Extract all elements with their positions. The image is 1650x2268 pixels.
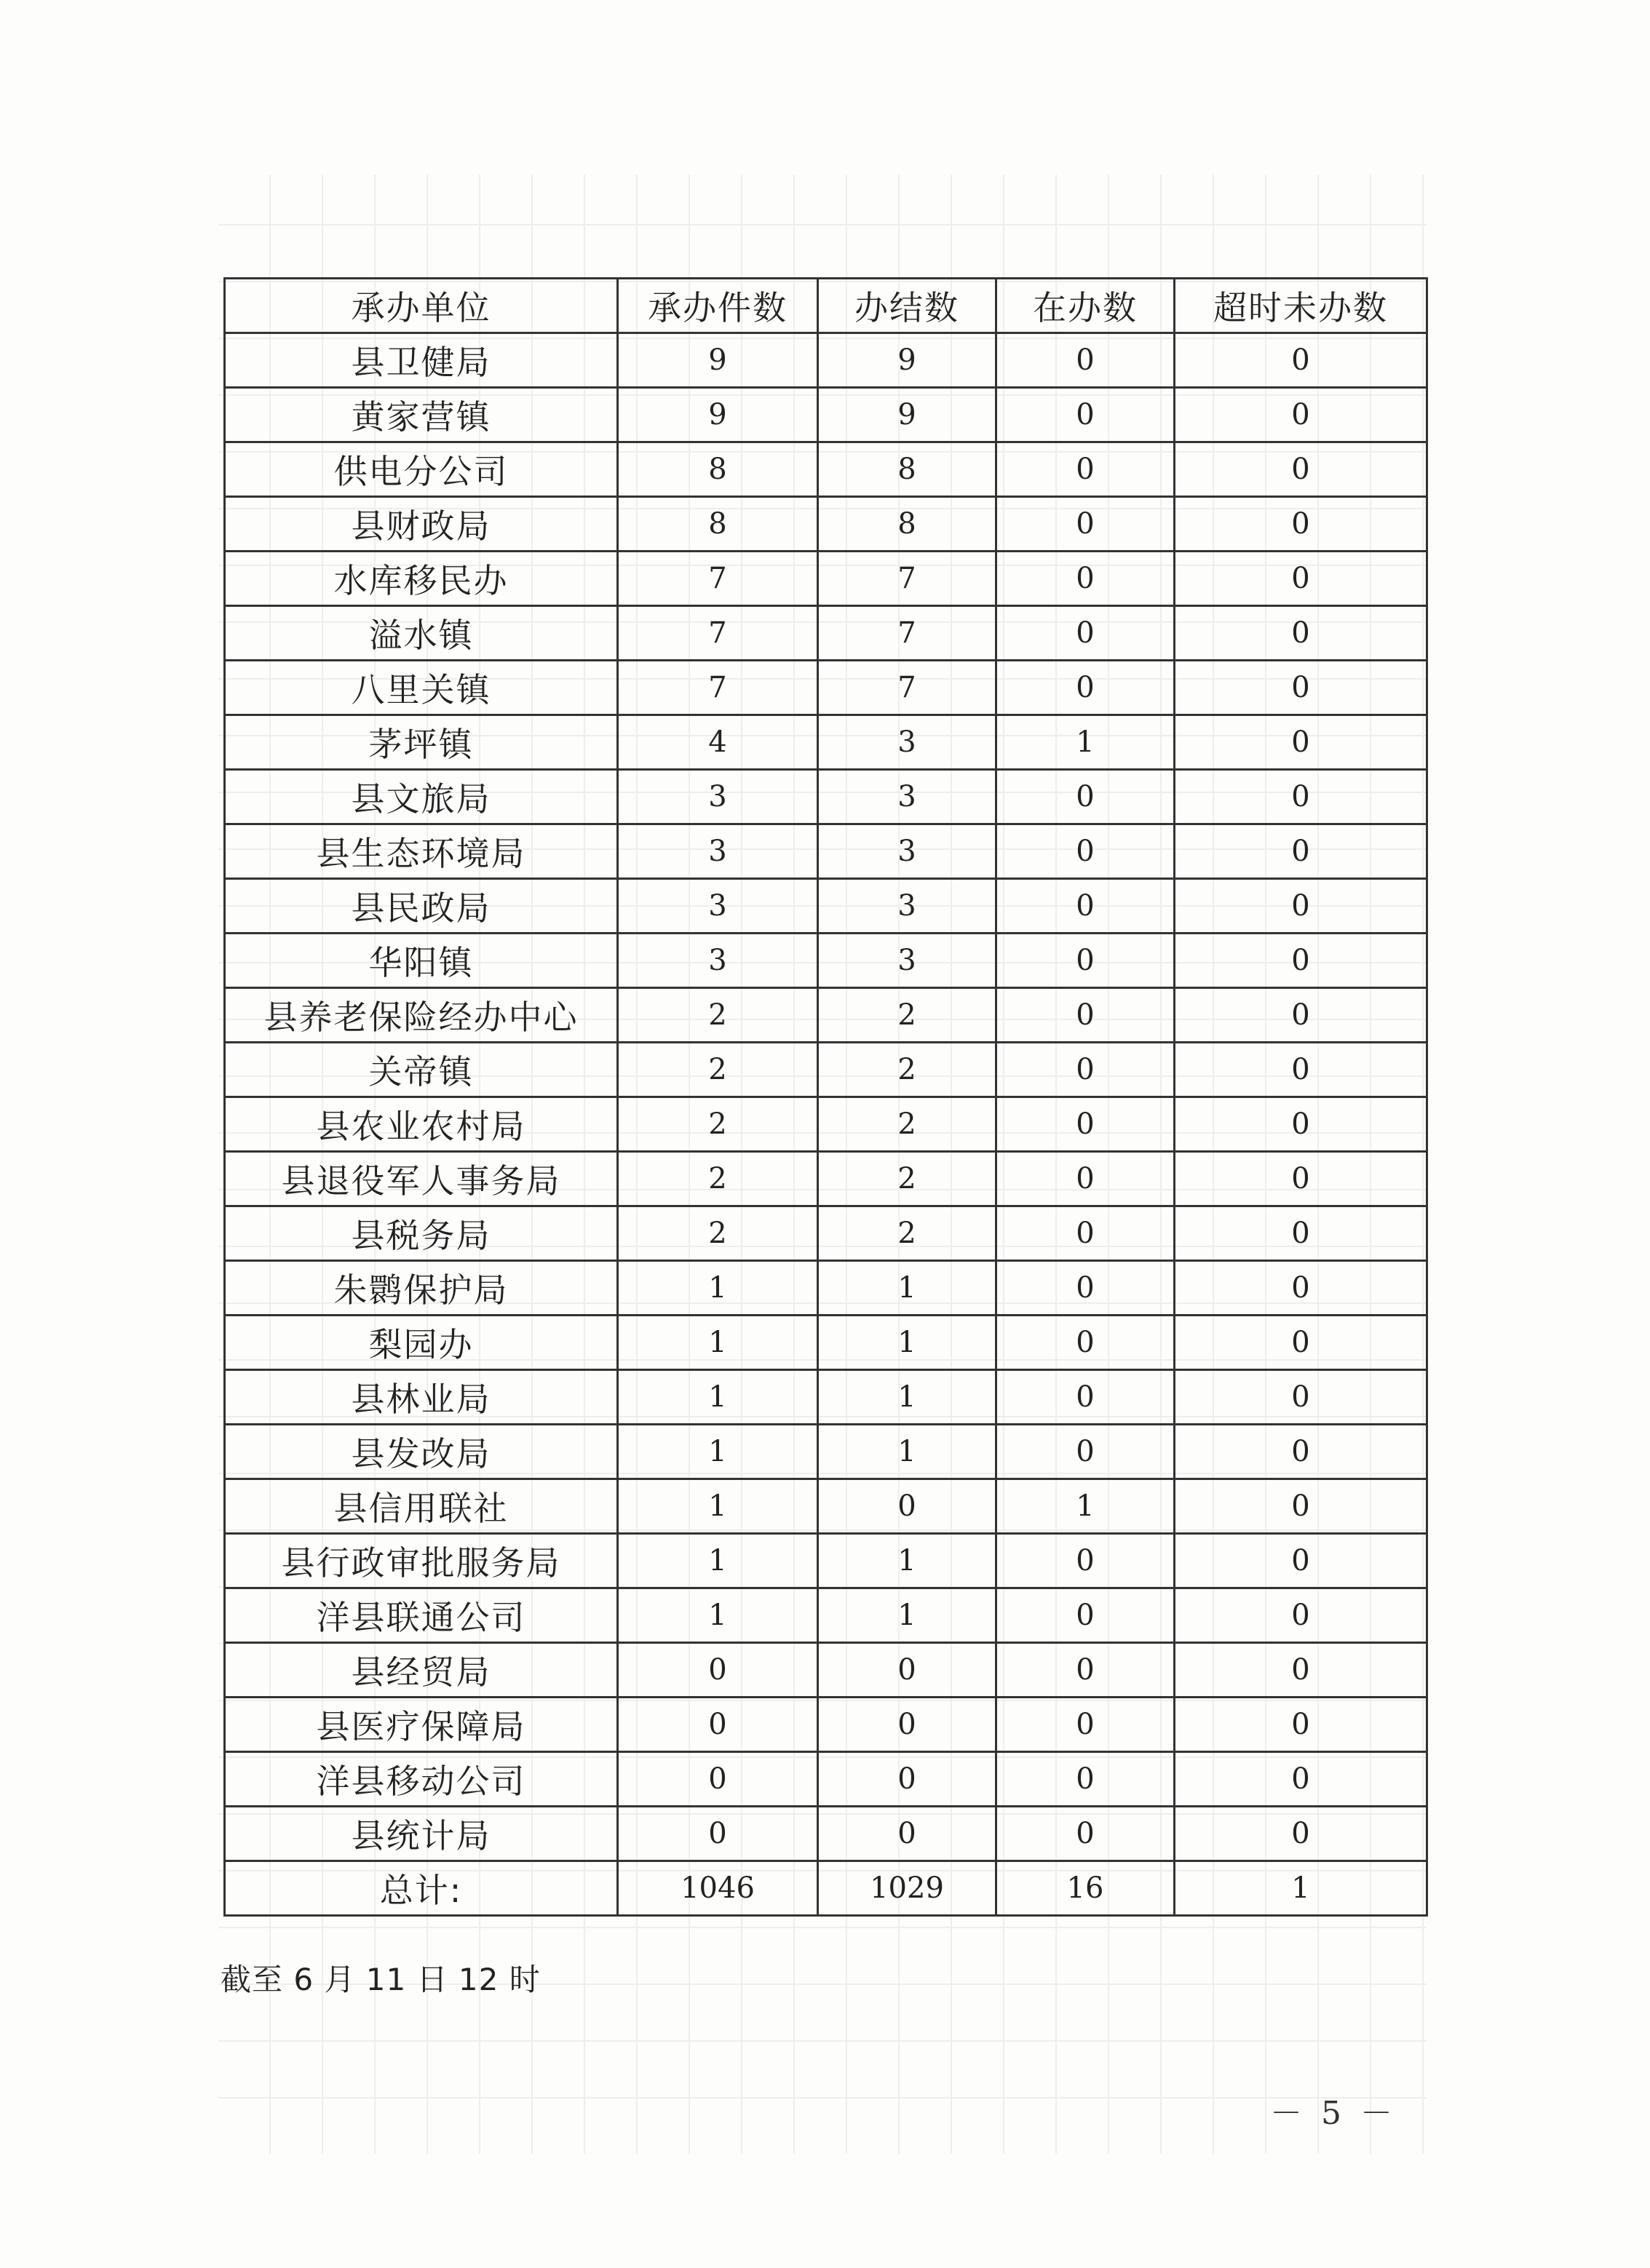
table-row <box>225 1152 1427 1206</box>
cell-unit: 黄家营镇 <box>225 388 618 442</box>
cell-unit: 县退役军人事务局 <box>225 1152 618 1206</box>
total-row <box>225 1861 1427 1916</box>
cell-in-progress: 0 <box>996 606 1175 661</box>
table-row <box>225 661 1427 715</box>
table-row <box>225 1588 1427 1643</box>
cell-received: 8 <box>618 497 818 552</box>
cell-unit: 溢水镇 <box>225 606 618 661</box>
cell-in-progress: 0 <box>996 934 1175 988</box>
cell-in-progress: 0 <box>996 1752 1175 1807</box>
cell-overdue: 0 <box>1175 1152 1427 1206</box>
cell-completed: 3 <box>818 770 996 824</box>
cell-in-progress: 0 <box>996 1588 1175 1643</box>
table-row <box>225 988 1427 1043</box>
cell-unit: 县生态环境局 <box>225 824 618 879</box>
cell-unit: 县文旅局 <box>225 770 618 824</box>
cell-completed: 0 <box>818 1698 996 1752</box>
handling-status-table <box>223 277 1428 1917</box>
cell-completed: 2 <box>818 988 996 1043</box>
cell-in-progress: 0 <box>996 1370 1175 1425</box>
cell-in-progress: 0 <box>996 1807 1175 1861</box>
cell-received: 3 <box>618 879 818 934</box>
cell-overdue: 0 <box>1175 497 1427 552</box>
cell-unit: 茅坪镇 <box>225 715 618 770</box>
cell-unit: 县信用联社 <box>225 1479 618 1534</box>
cell-received: 1 <box>618 1588 818 1643</box>
cell-unit: 县统计局 <box>225 1807 618 1861</box>
cell-unit: 县医疗保障局 <box>225 1698 618 1752</box>
cell-overdue: 0 <box>1175 1752 1427 1807</box>
cell-unit: 八里关镇 <box>225 661 618 715</box>
cell-overdue: 0 <box>1175 1698 1427 1752</box>
cell-in-progress: 0 <box>996 1425 1175 1479</box>
cell-completed: 0 <box>818 1479 996 1534</box>
cell-overdue: 0 <box>1175 934 1427 988</box>
cell-completed: 2 <box>818 1206 996 1261</box>
cell-received: 2 <box>618 1043 818 1097</box>
table-row <box>225 1316 1427 1370</box>
cell-received: 2 <box>618 1206 818 1261</box>
cell-in-progress: 0 <box>996 1698 1175 1752</box>
table-row <box>225 824 1427 879</box>
total-received: 1046 <box>618 1861 818 1916</box>
cell-completed: 3 <box>818 715 996 770</box>
cell-received: 8 <box>618 442 818 497</box>
cell-unit: 县经贸局 <box>225 1643 618 1698</box>
cell-overdue: 0 <box>1175 1643 1427 1698</box>
header-overdue-count: 超时未办数 <box>1175 279 1427 333</box>
cell-completed: 0 <box>818 1752 996 1807</box>
cell-in-progress: 0 <box>996 988 1175 1043</box>
cell-received: 7 <box>618 606 818 661</box>
cell-in-progress: 0 <box>996 1152 1175 1206</box>
cell-in-progress: 0 <box>996 1043 1175 1097</box>
cell-received: 1 <box>618 1425 818 1479</box>
table-row <box>225 770 1427 824</box>
cell-completed: 1 <box>818 1370 996 1425</box>
cell-completed: 1 <box>818 1425 996 1479</box>
cell-unit: 县民政局 <box>225 879 618 934</box>
cell-unit: 洋县移动公司 <box>225 1752 618 1807</box>
cell-received: 2 <box>618 988 818 1043</box>
cell-received: 0 <box>618 1807 818 1861</box>
cell-completed: 1 <box>818 1534 996 1588</box>
cell-in-progress: 0 <box>996 824 1175 879</box>
cell-in-progress: 0 <box>996 1097 1175 1152</box>
table-row <box>225 1206 1427 1261</box>
total-completed: 1029 <box>818 1861 996 1916</box>
cell-overdue: 0 <box>1175 1534 1427 1588</box>
table-row <box>225 388 1427 442</box>
cell-received: 0 <box>618 1752 818 1807</box>
cell-unit: 县林业局 <box>225 1370 618 1425</box>
cell-in-progress: 0 <box>996 552 1175 606</box>
total-in-progress: 16 <box>996 1861 1175 1916</box>
table-row <box>225 1807 1427 1861</box>
cell-overdue: 0 <box>1175 879 1427 934</box>
table-row <box>225 1752 1427 1807</box>
table-row <box>225 497 1427 552</box>
table-row <box>225 1534 1427 1588</box>
cell-completed: 1 <box>818 1316 996 1370</box>
cell-in-progress: 0 <box>996 1316 1175 1370</box>
cell-completed: 7 <box>818 606 996 661</box>
cell-received: 4 <box>618 715 818 770</box>
cell-completed: 9 <box>818 388 996 442</box>
page-number: － 5 － <box>1270 2095 1397 2132</box>
table-row <box>225 1261 1427 1316</box>
cell-received: 1 <box>618 1316 818 1370</box>
table-row <box>225 934 1427 988</box>
table-row <box>225 1370 1427 1425</box>
table-row <box>225 1043 1427 1097</box>
cell-completed: 1 <box>818 1261 996 1316</box>
cell-in-progress: 0 <box>996 661 1175 715</box>
cell-received: 1 <box>618 1261 818 1316</box>
cell-overdue: 0 <box>1175 1261 1427 1316</box>
total-overdue: 1 <box>1175 1861 1427 1916</box>
cell-received: 0 <box>618 1698 818 1752</box>
cell-unit: 关帝镇 <box>225 1043 618 1097</box>
cell-overdue: 0 <box>1175 661 1427 715</box>
table-row <box>225 715 1427 770</box>
table-row <box>225 1425 1427 1479</box>
cell-in-progress: 0 <box>996 497 1175 552</box>
cell-overdue: 0 <box>1175 1588 1427 1643</box>
cell-completed: 8 <box>818 442 996 497</box>
cell-in-progress: 0 <box>996 1206 1175 1261</box>
table-row <box>225 552 1427 606</box>
cell-completed: 0 <box>818 1807 996 1861</box>
cell-overdue: 0 <box>1175 552 1427 606</box>
cell-unit: 县行政审批服务局 <box>225 1534 618 1588</box>
cell-overdue: 0 <box>1175 442 1427 497</box>
cell-unit: 洋县联通公司 <box>225 1588 618 1643</box>
cell-completed: 7 <box>818 552 996 606</box>
cell-unit: 县发改局 <box>225 1425 618 1479</box>
header-in-progress-count: 在办数 <box>996 279 1175 333</box>
cell-completed: 8 <box>818 497 996 552</box>
cell-unit: 县税务局 <box>225 1206 618 1261</box>
cell-received: 2 <box>618 1097 818 1152</box>
cell-unit: 水库移民办 <box>225 552 618 606</box>
cell-received: 1 <box>618 1534 818 1588</box>
cell-overdue: 0 <box>1175 824 1427 879</box>
cell-unit: 华阳镇 <box>225 934 618 988</box>
table-row <box>225 1698 1427 1752</box>
cell-unit: 县养老保险经办中心 <box>225 988 618 1043</box>
cell-completed: 3 <box>818 824 996 879</box>
cell-completed: 0 <box>818 1643 996 1698</box>
cell-overdue: 0 <box>1175 606 1427 661</box>
table-row <box>225 1097 1427 1152</box>
cell-overdue: 0 <box>1175 388 1427 442</box>
cell-received: 0 <box>618 1643 818 1698</box>
table-row <box>225 879 1427 934</box>
header-unit: 承办单位 <box>225 279 618 333</box>
cell-overdue: 0 <box>1175 1807 1427 1861</box>
cell-received: 7 <box>618 661 818 715</box>
cell-unit: 朱鹮保护局 <box>225 1261 618 1316</box>
cell-received: 3 <box>618 770 818 824</box>
cell-in-progress: 1 <box>996 715 1175 770</box>
cell-overdue: 0 <box>1175 1043 1427 1097</box>
cell-completed: 1 <box>818 1588 996 1643</box>
table-row <box>225 1479 1427 1534</box>
cell-unit: 梨园办 <box>225 1316 618 1370</box>
cell-overdue: 0 <box>1175 1206 1427 1261</box>
cell-overdue: 0 <box>1175 770 1427 824</box>
cell-in-progress: 0 <box>996 879 1175 934</box>
cell-in-progress: 0 <box>996 333 1175 388</box>
cell-received: 1 <box>618 1370 818 1425</box>
cell-overdue: 0 <box>1175 1425 1427 1479</box>
table-body <box>225 333 1427 1861</box>
table-row <box>225 1643 1427 1698</box>
cell-in-progress: 0 <box>996 442 1175 497</box>
table-header-row <box>225 279 1427 333</box>
cell-overdue: 0 <box>1175 1316 1427 1370</box>
cell-received: 2 <box>618 1152 818 1206</box>
cell-unit: 县卫健局 <box>225 333 618 388</box>
table-row <box>225 333 1427 388</box>
cell-received: 9 <box>618 333 818 388</box>
total-label: 总计: <box>225 1861 618 1916</box>
cell-unit: 县财政局 <box>225 497 618 552</box>
cell-received: 7 <box>618 552 818 606</box>
cell-overdue: 0 <box>1175 715 1427 770</box>
cell-in-progress: 1 <box>996 1479 1175 1534</box>
cell-overdue: 0 <box>1175 1370 1427 1425</box>
cell-in-progress: 0 <box>996 1643 1175 1698</box>
header-received-count: 承办件数 <box>618 279 818 333</box>
cell-in-progress: 0 <box>996 1261 1175 1316</box>
cell-in-progress: 0 <box>996 1534 1175 1588</box>
cell-in-progress: 0 <box>996 770 1175 824</box>
header-completed-count: 办结数 <box>818 279 996 333</box>
cell-completed: 3 <box>818 879 996 934</box>
cell-completed: 3 <box>818 934 996 988</box>
cutoff-time-note: 截至 6 月 11 日 12 时 <box>221 1962 541 1997</box>
cell-overdue: 0 <box>1175 333 1427 388</box>
cell-received: 3 <box>618 824 818 879</box>
cell-unit: 供电分公司 <box>225 442 618 497</box>
cell-overdue: 0 <box>1175 988 1427 1043</box>
cell-completed: 9 <box>818 333 996 388</box>
cell-received: 3 <box>618 934 818 988</box>
cell-received: 1 <box>618 1479 818 1534</box>
cell-unit: 县农业农村局 <box>225 1097 618 1152</box>
cell-completed: 2 <box>818 1152 996 1206</box>
cell-completed: 2 <box>818 1097 996 1152</box>
cell-in-progress: 0 <box>996 388 1175 442</box>
table-row <box>225 606 1427 661</box>
cell-overdue: 0 <box>1175 1097 1427 1152</box>
table-row <box>225 442 1427 497</box>
cell-received: 9 <box>618 388 818 442</box>
cell-overdue: 0 <box>1175 1479 1427 1534</box>
cell-completed: 7 <box>818 661 996 715</box>
cell-completed: 2 <box>818 1043 996 1097</box>
